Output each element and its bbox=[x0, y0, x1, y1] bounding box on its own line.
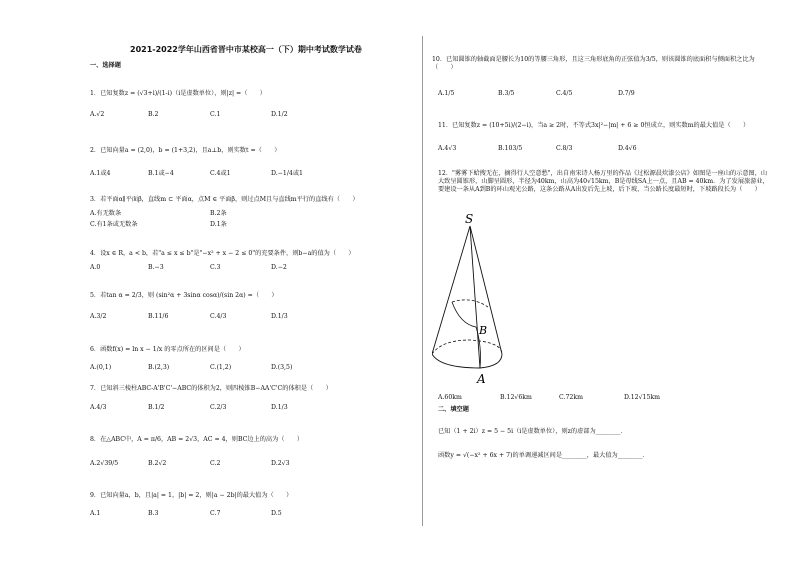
option-11c: C.8/3 bbox=[556, 145, 573, 152]
option-6b: B.(2,3) bbox=[148, 364, 170, 371]
option-11d: D.4√6 bbox=[618, 145, 637, 152]
option-8d: D.2√3 bbox=[271, 460, 290, 467]
option-1d: D.1/2 bbox=[271, 111, 288, 118]
question-5: 5．若tan α = 2/3，则 (sin²α + 3sinα cosα)/(sin 2α) =（ ） bbox=[90, 292, 278, 299]
option-3a: A.有无数条 bbox=[90, 210, 122, 217]
option-7c: C.2/3 bbox=[210, 404, 227, 411]
option-8b: B.2√2 bbox=[148, 460, 167, 467]
page-title: 2021-2022学年山西省晋中市某校高一（下）期中考试数学试卷 bbox=[130, 45, 362, 54]
option-6a: A.(0,1) bbox=[90, 364, 112, 371]
option-1a: A.√2 bbox=[90, 111, 105, 118]
option-10a: A.1/5 bbox=[438, 90, 455, 97]
column-divider bbox=[422, 36, 423, 526]
option-9d: D.5 bbox=[271, 510, 282, 517]
label-b: B bbox=[479, 324, 488, 337]
option-8a: A.2√39/5 bbox=[90, 460, 119, 467]
option-1b: B.2 bbox=[148, 111, 159, 118]
question-11: 11．已知复数z = (10+5i)/(2−i)，当a ≥ 2时，不等式3x|²−|m| + 6 ≥ 0恒成立，则实数m的最大值是（ ） bbox=[438, 122, 750, 129]
option-2b: B.1或−4 bbox=[148, 170, 174, 177]
cone-left-edge bbox=[432, 226, 470, 354]
option-12a: A.60km bbox=[438, 394, 462, 401]
option-5c: C.4/3 bbox=[210, 313, 227, 320]
question-7: 7．已知斜三棱柱ABC-A'B'C'−ABC的体积为2，则四棱锥B−AA'C'C的体积是（ ） bbox=[90, 385, 332, 392]
question-6: 6．函数f(x) = ln x − 1/x 的零点所在的区间是（ ） bbox=[90, 346, 245, 353]
option-5d: D.1/3 bbox=[271, 313, 288, 320]
option-11b: B.103/5 bbox=[498, 145, 523, 152]
option-10c: C.4/5 bbox=[556, 90, 573, 97]
option-4d: D.−2 bbox=[271, 264, 287, 271]
option-10d: D.7/9 bbox=[618, 90, 635, 97]
option-7a: A.4/3 bbox=[90, 404, 107, 411]
question-3: 3．若平面α∥平面β，直线m ⊂ 平面α，点M ∈ 平面β，则过点M且与直线m平行的直线有（ ） bbox=[90, 196, 359, 203]
option-5a: A.3/2 bbox=[90, 313, 107, 320]
option-10b: B.3/5 bbox=[498, 90, 515, 97]
option-4c: C.3 bbox=[210, 264, 221, 271]
question-9: 9．已知向量a，b，且|a| = 1，|b| = 2，则|a − 2b|的最大值为（ ） bbox=[90, 492, 293, 499]
option-9c: C.7 bbox=[210, 510, 221, 517]
path-back-curve bbox=[452, 300, 488, 307]
question-4: 4．设x ∈ R，a < b，若"a ≤ x ≤ b"是"−x² + x − 2 ≤ 0"的充要条件，则b−a的值为（ ） bbox=[90, 250, 355, 257]
option-3b: B.2条 bbox=[210, 210, 227, 217]
fill-question-2: 函数y = √(−x² + 6x + 7)的单调递减区间是________，最大值为________． bbox=[438, 452, 649, 459]
option-1c: C.1 bbox=[210, 111, 221, 118]
section-heading-fill: 二、填空题 bbox=[438, 406, 469, 413]
option-6c: C.(1,2) bbox=[210, 364, 232, 371]
option-5b: B.11/6 bbox=[148, 313, 169, 320]
option-9b: B.3 bbox=[148, 510, 159, 517]
option-4a: A.0 bbox=[90, 264, 101, 271]
option-4b: B.−3 bbox=[148, 264, 164, 271]
option-12b: B.12√6km bbox=[500, 394, 532, 401]
option-2c: C.4或1 bbox=[210, 170, 231, 177]
option-2a: A.1或4 bbox=[90, 170, 111, 177]
label-a: A bbox=[477, 372, 486, 386]
question-10: 10．已知圆锥的轴截面是腰长为10的等腰三角形，且这三角形底角的正弦值为3/5，则该圆锥的底面积与侧面积之比为（ ） bbox=[432, 56, 755, 71]
question-1: 1．已知复数z = (√3+i)/(1-i)（i是虚数单位），则|z| =（ ） bbox=[90, 90, 266, 97]
question-12: 12．"雾雾下蛤搜无在，摘得行人空意愁"，出自南宋诗人杨万里的作品《过松源晨炊漆公店》如图是一座山的示意图，山大致呈圆锥形，山脚呈圆形，半径为40km，山高为40√15km，B是母线SA上一点，且AB = 40km．为了发展旅游业，要建设一条从A到B的环山观光公路，这条公路从A出发后先上坡，后下坡，当公路长度最短时，下坡路段长为（ ） bbox=[438, 170, 769, 193]
base-front-arc bbox=[432, 354, 502, 368]
path-curve bbox=[452, 302, 476, 327]
label-s: S bbox=[465, 212, 474, 226]
option-9a: A.1 bbox=[90, 510, 101, 517]
cone-figure bbox=[432, 212, 532, 388]
option-7b: B.1/2 bbox=[148, 404, 165, 411]
option-3d: D.1条 bbox=[210, 221, 227, 228]
option-7d: D.1/3 bbox=[271, 404, 288, 411]
question-8: 8．在△ABC中，A = π/6，AB = 2√3，AC = 4，则BC边上的高为（ ） bbox=[90, 436, 304, 443]
question-2: 2．已知向量a = (2,0)，b = (1+3,2)，且a⊥b，则实数t =（ ） bbox=[90, 147, 281, 154]
section-heading-choice: 一、选择题 bbox=[90, 62, 121, 69]
base-back-arc bbox=[432, 340, 502, 354]
option-11a: A.4√3 bbox=[438, 145, 457, 152]
option-12c: C.72km bbox=[559, 394, 583, 401]
option-8c: C.2 bbox=[210, 460, 221, 467]
option-2d: D.−1/4或1 bbox=[271, 170, 303, 177]
fill-question-1: 已知（1 + 2i）z = 5 − 5i（i是虚数单位），则z的虚部为________． bbox=[438, 428, 627, 435]
option-3c: C.有1条或无数条 bbox=[90, 221, 138, 228]
option-6d: D.(3,5) bbox=[271, 364, 293, 371]
option-12d: D.12√15km bbox=[624, 394, 661, 401]
